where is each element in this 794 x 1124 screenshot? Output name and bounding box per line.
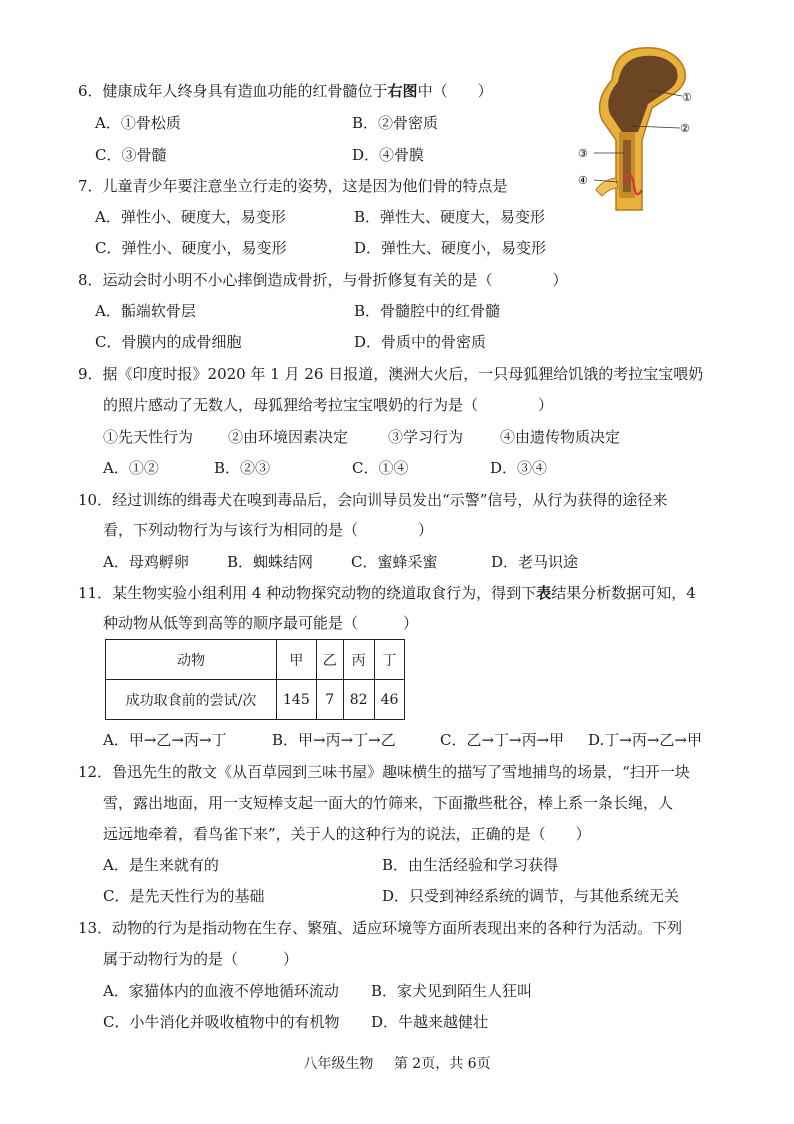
- q7-stem: 7．儿童青少年要注意坐立行走的姿势，这是因为他们骨的特点是: [78, 177, 508, 195]
- q10-option-b: B．蜘蛛结网: [227, 553, 314, 571]
- figure-label-1: ①: [682, 91, 692, 104]
- bone-diagram-figure: [572, 40, 712, 230]
- q8-option-a: A．骺端软骨层: [95, 302, 196, 320]
- q11-option-b: B．甲→丙→丁→乙: [272, 731, 396, 749]
- q11-data-table: [105, 639, 405, 720]
- q9-option-b: B．②③: [214, 459, 271, 477]
- q13-option-a: A．家猫体内的血液不停地循环流动: [103, 982, 339, 1000]
- q9-item-3: ③学习行为: [388, 428, 464, 446]
- q7-option-b: B．弹性大、硬度大，易变形: [354, 208, 546, 226]
- figure-label-2: ②: [680, 122, 690, 135]
- q6-stem: 6．健康成年人终身具有造血功能的红骨髓位于右图中（ ）: [78, 82, 493, 100]
- q10-stem-line2: 看，下列动物行为与该行为相同的是（ ）: [103, 521, 434, 539]
- table-header-cell: 丙: [343, 640, 374, 680]
- table-cell: 7: [316, 680, 343, 720]
- q12-option-a: A．是生来就有的: [103, 856, 219, 874]
- q9-stem-line2: 的照片感动了无数人，母狐狸给考拉宝宝喂奶的行为是（ ）: [103, 396, 554, 414]
- q13-option-c: C．小牛消化并吸收植物中的有机物: [103, 1013, 340, 1031]
- q11-option-c: C．乙→丁→丙→甲: [440, 731, 565, 749]
- q12-stem-line2: 雪，露出地面，用一支短棒支起一面大的竹筛来，下面撒些秕谷，棒上系一条长绳，人: [103, 794, 674, 812]
- q12-option-b: B．由生活经验和学习获得: [382, 856, 559, 874]
- table-header-cell: 乙: [316, 640, 343, 680]
- q13-option-d: D．牛越来越健壮: [371, 1013, 489, 1031]
- marrow-cavity: [623, 140, 631, 192]
- table-header-cell: 丁: [374, 640, 405, 680]
- q12-option-c: C．是先天性行为的基础: [103, 887, 265, 905]
- q9-option-a: A．①②: [103, 459, 159, 477]
- table-cell: 82: [343, 680, 374, 720]
- q12-stem-line3: 远远地牵着，看鸟雀下来”，关于人的这种行为的说法，正确的是（ ）: [103, 825, 591, 843]
- table-cell: 145: [277, 680, 317, 720]
- q13-option-b: B．家犬见到陌生人狂叫: [371, 982, 533, 1000]
- q9-item-4: ④由遗传物质决定: [500, 428, 621, 446]
- table-header-cell: 动物: [106, 640, 277, 680]
- figure-label-4: ④: [578, 174, 588, 187]
- q10-option-c: C．蜜蜂采蜜: [351, 553, 438, 571]
- table-cell: 46: [374, 680, 405, 720]
- q7-option-d: D．弹性大、硬度小，易变形: [354, 239, 547, 257]
- page-footer: [0, 1053, 794, 1073]
- footer-subject: 八年级生物: [303, 1056, 374, 1072]
- q9-option-c: C．①④: [352, 459, 409, 477]
- table-cell: 成功取食前的尝试/次: [106, 680, 277, 720]
- footer-page-number: 第 2页，共 6页: [393, 1056, 491, 1072]
- q8-option-d: D．骨质中的骨密质: [354, 333, 487, 351]
- q6-option-b: B．②骨密质: [352, 114, 439, 132]
- q10-option-a: A．母鸡孵卵: [103, 553, 189, 571]
- table-row: [106, 680, 405, 720]
- q11-option-a: A．甲→乙→丙→丁: [103, 731, 227, 749]
- q6-option-c: C．③骨髓: [95, 146, 167, 164]
- q6-option-a: A．①骨松质: [95, 114, 181, 132]
- q8-stem: 8．运动会时小明不小心摔倒造成骨折，与骨折修复有关的是（ ）: [78, 271, 568, 289]
- q8-option-c: C．骨膜内的成骨细胞: [95, 333, 242, 351]
- q9-item-2: ②由环境因素决定: [228, 428, 349, 446]
- q9-stem-line1: 9．据《印度时报》2020 年 1 月 26 日报道，澳洲大火后，一只母狐狸给饥饿的考拉宝宝喂奶: [78, 365, 704, 383]
- q9-option-d: D．③④: [490, 459, 548, 477]
- q11-stem-line2: 种动物从低等到高等的顺序最可能是（ ）: [103, 614, 419, 632]
- figure-label-3: ③: [578, 147, 588, 160]
- q12-stem-line1: 12．鲁迅先生的散文《从百草园到三味书屋》趣味横生的描写了雪地捕鸟的场景，“扫开一块: [78, 763, 690, 781]
- q10-option-d: D．老马识途: [491, 553, 579, 571]
- q7-option-a: A．弹性小、硬度大，易变形: [95, 208, 286, 226]
- q8-option-b: B．骨髓腔中的红骨髓: [354, 302, 501, 320]
- table-header-row: [106, 640, 405, 680]
- q13-stem-line1: 13．动物的行为是指动物在生存、繁殖、适应环境等方面所表现出来的各种行为活动。下列: [78, 919, 683, 937]
- q12-option-d: D．只受到神经系统的调节，与其他系统无关: [382, 887, 680, 905]
- q11-option-d: D.丁→丙→乙→甲: [588, 731, 702, 749]
- q6-option-d: D．④骨膜: [352, 146, 425, 164]
- table-header-cell: 甲: [277, 640, 317, 680]
- q13-stem-line2: 属于动物行为的是（ ）: [103, 950, 299, 968]
- q10-stem-line1: 10．经过训练的缉毒犬在嗅到毒品后，会向训导员发出“示警”信号，从行为获得的途径来: [78, 491, 668, 509]
- q9-item-1: ①先天性行为: [103, 428, 194, 446]
- q11-stem-line1: 11．某生物实验小组利用 4 种动物探究动物的绕道取食行为，得到下表结果分析数据可知，4: [78, 584, 696, 602]
- q7-option-c: C．弹性小、硬度小，易变形: [95, 239, 287, 257]
